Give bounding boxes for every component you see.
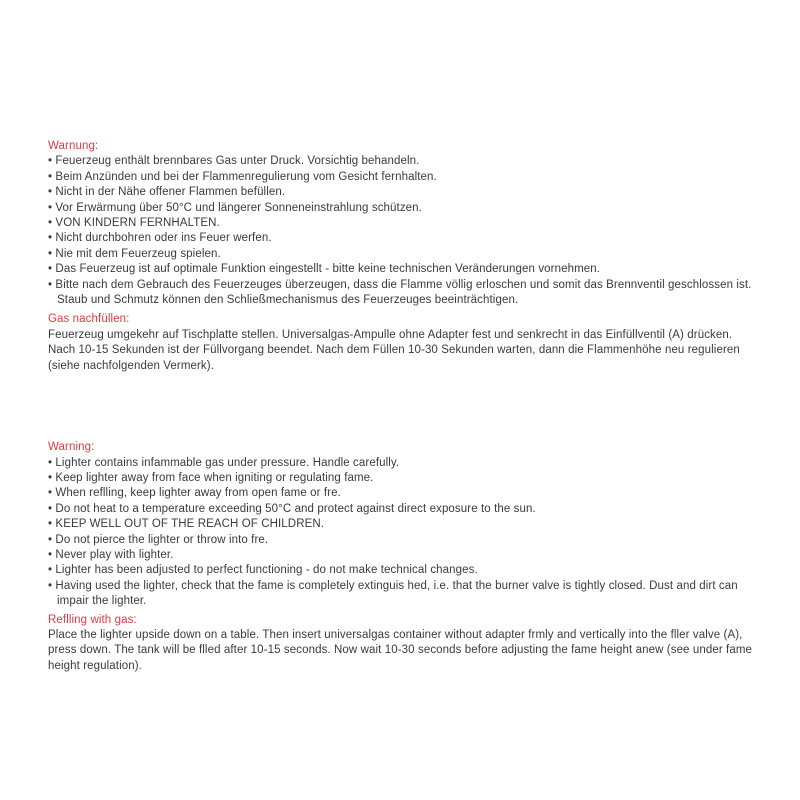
bullet-icon: • <box>48 533 56 546</box>
bullet-item: • Keep lighter away from face when igniting or regulating fame. <box>48 471 374 484</box>
bullet-icon: • <box>48 170 56 183</box>
bullet-item: • Das Feuerzeug ist auf optimale Funktion eingestellt - bitte keine technischen Veränderungen vornehmen. <box>48 263 601 276</box>
bullet-item: • Having used the lighter, check that the fame is completely extinguis hed, i.e. that the burner valve is tightly closed. Dust and dirt can impair the lighter. <box>48 579 738 608</box>
bullet-icon: • <box>48 579 56 592</box>
bullet-item: • Nie mit dem Feuerzeug spielen. <box>48 247 221 260</box>
bullet-icon: • <box>48 201 56 214</box>
bullet-item: • Feuerzeug enthält brennbares Gas unter Druck. Vorsichtig behandeln. <box>48 155 420 168</box>
bullet-item: • VON KINDERN FERNHALTEN. <box>48 217 220 230</box>
section-heading-refilling-en: Reflling with gas: <box>48 613 137 626</box>
bullet-icon: • <box>48 263 56 276</box>
bullet-icon: • <box>48 564 56 577</box>
bullet-item: • Do not pierce the lighter or throw into fre. <box>48 533 269 546</box>
bullet-item: • Do not heat to a temperature exceeding 50°C and protect against direct exposure to the sun. <box>48 502 536 515</box>
bullet-icon: • <box>48 186 56 199</box>
bullet-icon: • <box>48 278 56 291</box>
bullet-list-warning-en <box>48 456 762 610</box>
bullet-item: • Beim Anzünden und bei der Flammenregulierung vom Gesicht fernhalten. <box>48 170 437 183</box>
section-warning-en <box>48 440 762 609</box>
paragraph-refilling-en: Place the lighter upside down on a table. Then insert universalgas container without adapter frmly and vertically into the fller valve (A), press down. The tank will be flled after 10-15 seconds. Now wait 10-30 seconds before adjusting the fame height anew (see under fame height regulation). <box>48 628 753 672</box>
bullet-icon: • <box>48 155 56 168</box>
instruction-sheet <box>48 139 762 674</box>
bullet-icon: • <box>48 487 56 500</box>
section-warnung-de <box>48 139 762 308</box>
section-gas-nachfuellen <box>48 312 762 374</box>
bullet-item: • KEEP WELL OUT OF THE REACH OF CHILDREN. <box>48 518 325 531</box>
paragraph-gas-nachfuellen: Feuerzeug umgekehr auf Tischplatte stellen. Universalgas-Ampulle ohne Adapter fest und senkrecht in das Einfüllventil (A) drücken. Nach 10-15 Sekunden ist der Füllvorgang beendet. Nach dem Füllen 10-30 Sekunden warten, dann die Flammenhöhe neu regulieren (siehe nachfolgenden Vermerk). <box>48 328 740 372</box>
section-heading-warning-en: Warning: <box>48 441 95 454</box>
bullet-item: • When reflling, keep lighter away from open fame or fre. <box>48 487 341 500</box>
bullet-icon: • <box>48 471 56 484</box>
bullet-icon: • <box>48 548 56 561</box>
section-heading-gas-nachfuellen: Gas nachfüllen: <box>48 313 130 326</box>
bullet-item: • Bitte nach dem Gebrauch des Feuerzeuges überzeugen, dass die Flamme völlig erloschen und somit das Brennventil geschlossen ist. Staub und Schmutz können den Schließmechanismus des Feuerzeuges beeinträchtigen. <box>48 278 752 307</box>
bullet-icon: • <box>48 456 56 469</box>
bullet-list-warnung-de <box>48 154 762 308</box>
bullet-icon: • <box>48 502 56 515</box>
bullet-icon: • <box>48 232 56 245</box>
bullet-icon: • <box>48 247 56 260</box>
section-heading-warnung-de: Warnung: <box>48 140 99 152</box>
bullet-item: • Vor Erwärmung über 50°C und längerer Sonneneinstrahlung schützen. <box>48 201 422 214</box>
section-refilling-en <box>48 613 762 675</box>
bullet-item: • Nicht in der Nähe offener Flammen befüllen. <box>48 186 286 199</box>
bullet-item: • Nicht durchbohren oder ins Feuer werfen. <box>48 232 272 245</box>
bullet-item: • Lighter contains infammable gas under pressure. Handle carefully. <box>48 456 400 469</box>
bullet-item: • Never play with lighter. <box>48 548 174 561</box>
bullet-icon: • <box>48 217 56 230</box>
bullet-icon: • <box>48 518 56 531</box>
bullet-item: • Lighter has been adjusted to perfect functioning - do not make technical changes. <box>48 564 478 577</box>
